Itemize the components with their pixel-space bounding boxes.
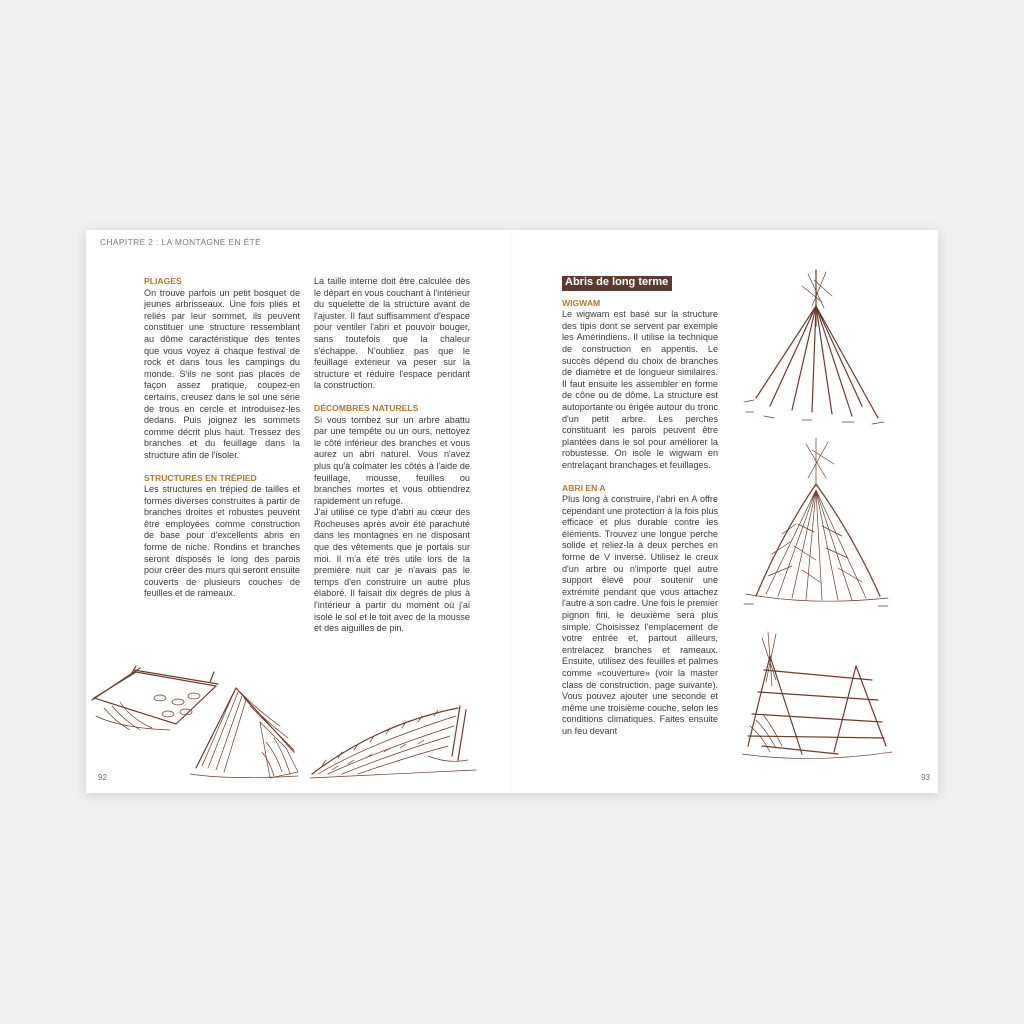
page-number-right: 93 xyxy=(921,773,930,782)
paragraph-decombres-1: Si vous tombez sur un arbre abattu par une tempête ou un ours, nettoyez le côté inférieur des branches et vous aurez un abri naturel. Vous n'avez plus qu'à colmater les côtés à l'aide de feuillage, mousse, feuilles ou branches mortes et vous obtiendrez rapidement un refuge. xyxy=(314,414,470,506)
heading-decombres: DÉCOMBRES NATURELS xyxy=(314,402,419,413)
heading-abri-a: ABRI EN A xyxy=(562,482,606,493)
gutter-shadow xyxy=(511,230,513,793)
paragraph-pliages: On trouve parfois un petit bosquet de jeunes arbrisseaux. Une fois pliés et reliés par leur sommet, ils peuvent constituer une structure ressemblant au dôme caractéristique des tentes que vous voyez à chaque festival de rock et dans tous les campings du monde. S'ils ne sont pas placés de façon assez pratique, coupez-en certains, creusez dans le sol une série de trous en cercle et introduisez-les dedans. Puis joignez les sommets comme décrit plus haut. Tressez des branches et du feuillage dans la structure afin de l'isoler. xyxy=(144,287,300,460)
paragraph-wigwam: Le wigwam est basé sur la structure des tipis dont se servent par exemple les Amérindiens. Il utilise la technique de construction en appentis. Le succès dépend du choix de branches de diamètre et de longueur similaires. Il faut ensuite les assembler en forme de cône ou de dôme. La structure est autoportante ou érigée autour du tronc d'un petit arbre. Les perches constituant les parois peuvent être plantées dans le sol pour améliorer la robustesse. On isole le wigwam en entrelaçant branchages et feuillages. xyxy=(562,309,718,470)
a-frame-shelter-icon xyxy=(190,682,300,782)
tipi-frame-icon xyxy=(742,266,892,426)
fallen-tree-shelter-icon xyxy=(308,694,478,780)
page-number-left: 92 xyxy=(98,773,107,782)
a-frame-lashed-icon xyxy=(742,626,892,766)
heading-pliages: PLIAGES xyxy=(144,276,182,286)
running-head: CHAPITRE 2 : LA MONTAGNE EN ÉTÉ xyxy=(100,237,262,247)
column-2 xyxy=(314,276,470,635)
paragraph-decombres-2: J'ai utilisé ce type d'abri au cœur des Rocheuses après avoir été parachuté dans les montagnes en ne disposant que des vêtements que je portais sur moi. Il m'a été très utile lors de la première nuit car je n'avais pas le temps d'en construire un autre plus élaboré. Il faisait dix degrés de plus à l'intérieur à partir du moment où j'ai isolé le sol et le toit avec de la mousse et des aiguilles de pin. xyxy=(314,507,470,634)
paragraph-abri-a: Plus long à construire, l'abri en A offre cependant une protection à la fois plus efficace et plus durable contre les éléments. Trouvez une longue perche solide et reliez-la à deux perches en forme de V inversé. Utilisez le creux d'un arbre ou n'importe quel autre support élevé pour soutenir une extrémité pendant que vous attachez l'autre à son cadre. Une fois le premier pignon fini, le deuxième sera plus simple. Choisissez l'emplacement de votre entrée et, partout ailleurs, entrelacez branches et rameaux. Ensuite, utilisez des feuilles et palmes comme «couverture» (voir la master class de construction, page suivante). Vous pouvez ajouter une seconde et même une troisième couche, selon les conditions climatiques. Faites ensuite un feu devant xyxy=(562,494,718,736)
book-spread xyxy=(86,230,938,793)
column-1 xyxy=(144,276,300,600)
section-title: Abris de long terme xyxy=(562,276,672,291)
paragraph-taille: La taille interne doit être calculée dès le départ en vous couchant à l'intérieur du squelette de la structure avant de l'ajuster. Il faut suffisamment d'espace pour ventiler l'abri et pouvoir bouger, sans toutefois que la chaleur s'échappe. N'oubliez pas que le feuillage extérieur va peser sur la structure et réduire l'espace pendant la construction. xyxy=(314,276,470,391)
covered-tipi-icon xyxy=(742,434,892,614)
column-3 xyxy=(562,276,718,738)
heading-trepied: STRUCTURES EN TRÉPIED xyxy=(144,472,257,483)
heading-wigwam: WIGWAM xyxy=(562,297,601,308)
paragraph-trepied: Les structures en trépied de tailles et formes diverses construites à partir de branches droites et robustes peuvent être employées comme construction de base pour d'excellents abris en forme de niche. Rondins et branches seront disposés le long des parois pour créer des murs qui seront ensuite couverts de plusieurs couches de feuilles et de rameaux. xyxy=(144,484,300,599)
